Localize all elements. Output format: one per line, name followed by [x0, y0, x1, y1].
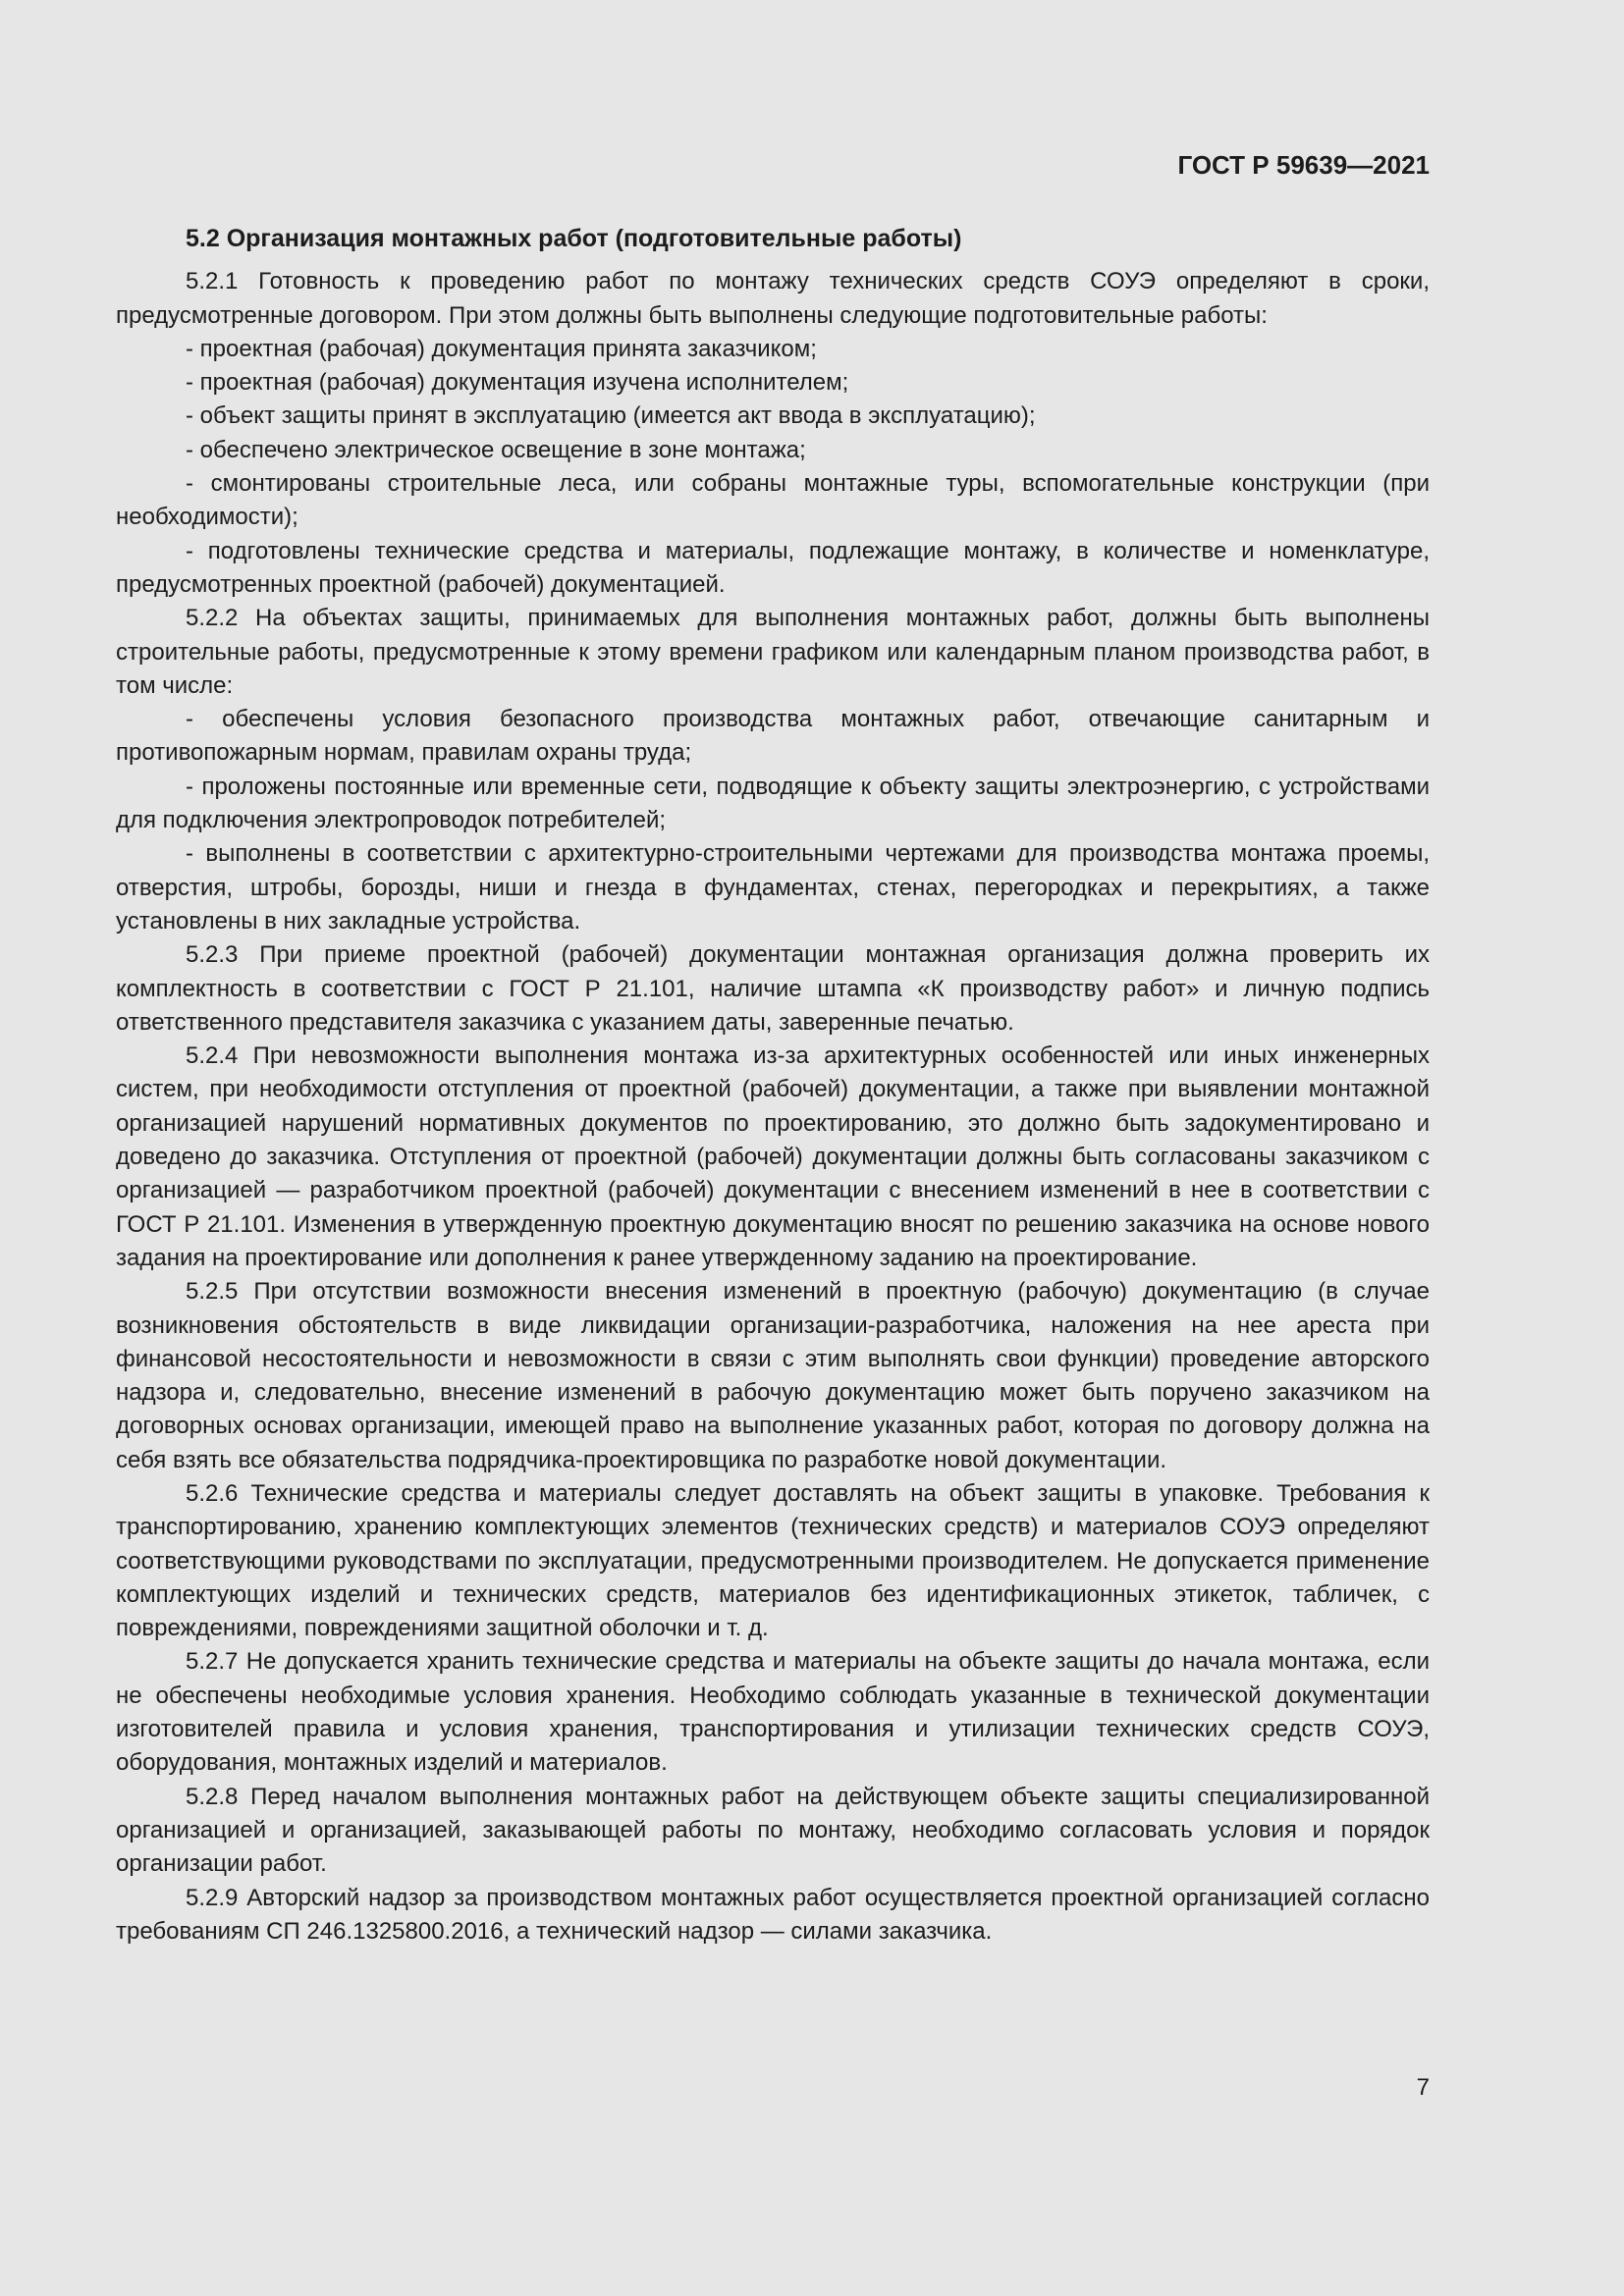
list-item: - проложены постоянные или временные сети, подводящие к объекту защиты электроэнергию, с устройствами для подключения электропроводок потребителей;: [116, 773, 1430, 834]
list-item: - проектная (рабочая) документация изучена исполнителем;: [186, 369, 849, 397]
list-item: - обеспечено электрическое освещение в зоне монтажа;: [186, 436, 806, 463]
paragraph-5-2-6: 5.2.6 Технические средства и материалы следует доставлять на объект защиты в упаковке. Требования к транспортированию, хранению комплектующих элементов (технических средств) и материалов СОУЭ определяют соответствующими руководствами по эксплуатации, предусмотренными производителем. Не допускается применение комплектующих изделий и технических средств, материалов без идентификационных этикеток, табличек, с повреждениями, повреждениями защитной оболочки и т. д.: [116, 1479, 1430, 1642]
paragraph-5-2-8: 5.2.8 Перед началом выполнения монтажных работ на действующем объекте защиты специализированной организацией и организацией, заказывающей работы по монтажу, необходимо согласовать условия и порядок организации работ.: [116, 1783, 1430, 1878]
paragraph-5-2-2: 5.2.2 На объектах защиты, принимаемых для выполнения монтажных работ, должны быть выполнены строительные работы, предусмотренные к этому времени графиком или календарным планом производства работ, в том числе:: [116, 605, 1430, 699]
document-body: [116, 222, 1430, 1949]
section-title: 5.2 Организация монтажных работ (подготовительные работы): [186, 225, 962, 252]
paragraph-5-2-1: 5.2.1 Готовность к проведению работ по монтажу технических средств СОУЭ определяют в сроки, предусмотренные договором. При этом должны быть выполнены следующие подготовительные работы:: [116, 268, 1430, 329]
list-item: - смонтированы строительные леса, или собраны монтажные туры, вспомогательные конструкции (при необходимости);: [116, 470, 1430, 531]
paragraph-5-2-9: 5.2.9 Авторский надзор за производством монтажных работ осуществляется проектной организацией согласно требованиям СП 246.1325800.2016, а технический надзор — силами заказчика.: [116, 1884, 1430, 1945]
page-number: 7: [1416, 2074, 1430, 2101]
list-item: - выполнены в соответствии с архитектурно-строительными чертежами для производства монтажа проемы, отверстия, штробы, борозды, ниши и гнезда в фундаментах, стенах, перегородках и перекрытиях, а также установлены в них закладные устройства.: [116, 840, 1430, 934]
list-item: - подготовлены технические средства и материалы, подлежащие монтажу, в количестве и номенклатуре, предусмотренных проектной (рабочей) документацией.: [116, 537, 1430, 598]
paragraph-5-2-5: 5.2.5 При отсутствии возможности внесения изменений в проектную (рабочую) документацию (в случае возникновения обстоятельств в виде ликвидации организации-разработчика, наложения на нее ареста при финансовой несостоятельности и невозможности в связи с этим выполнять свои функции) проведение авторского надзора и, следовательно, внесение изменений в рабочую документацию может быть поручено заказчиком на договорных основах организации, имеющей право на выполнение указанных работ, которая по договору должна на себя взять все обязательства подрядчика-проектировщика по разработке новой документации.: [116, 1278, 1430, 1473]
list-item: - объект защиты принят в эксплуатацию (имеется акт ввода в эксплуатацию);: [186, 402, 1036, 430]
paragraph-5-2-3: 5.2.3 При приеме проектной (рабочей) документации монтажная организация должна проверить их комплектность в соответствии с ГОСТ Р 21.101, наличие штампа «К производству работ» и личную подпись ответственного представителя заказчика с указанием даты, заверенные печатью.: [116, 941, 1430, 1036]
document-code: ГОСТ Р 59639—2021: [1177, 150, 1430, 180]
list-item: - проектная (рабочая) документация принята заказчиком;: [186, 335, 817, 362]
paragraph-5-2-4: 5.2.4 При невозможности выполнения монтажа из-за архитектурных особенностей или иных инженерных систем, при необходимости отступления от проектной (рабочей) документации, а также при выявлении монтажной организацией нарушений нормативных документов по проектированию, это должно быть задокументировано и доведено до заказчика. Отступления от проектной (рабочей) документации должны быть согласованы заказчиком с организацией — разработчиком проектной (рабочей) документации с внесением изменений в нее в соответствии с ГОСТ Р 21.101. Изменения в утвержденную проектную документацию вносят по решению заказчика на основе нового задания на проектирование или дополнения к ранее утвержденному заданию на проектирование.: [116, 1042, 1430, 1271]
paragraph-5-2-7: 5.2.7 Не допускается хранить технические средства и материалы на объекте защиты до начала монтажа, если не обеспечены необходимые условия хранения. Необходимо соблюдать указанные в технической документации изготовителей правила и условия хранения, транспортирования и утилизации технических средств СОУЭ, оборудования, монтажных изделий и материалов.: [116, 1648, 1430, 1777]
list-item: - обеспечены условия безопасного производства монтажных работ, отвечающие санитарным и противопожарным нормам, правилам охраны труда;: [116, 706, 1430, 767]
